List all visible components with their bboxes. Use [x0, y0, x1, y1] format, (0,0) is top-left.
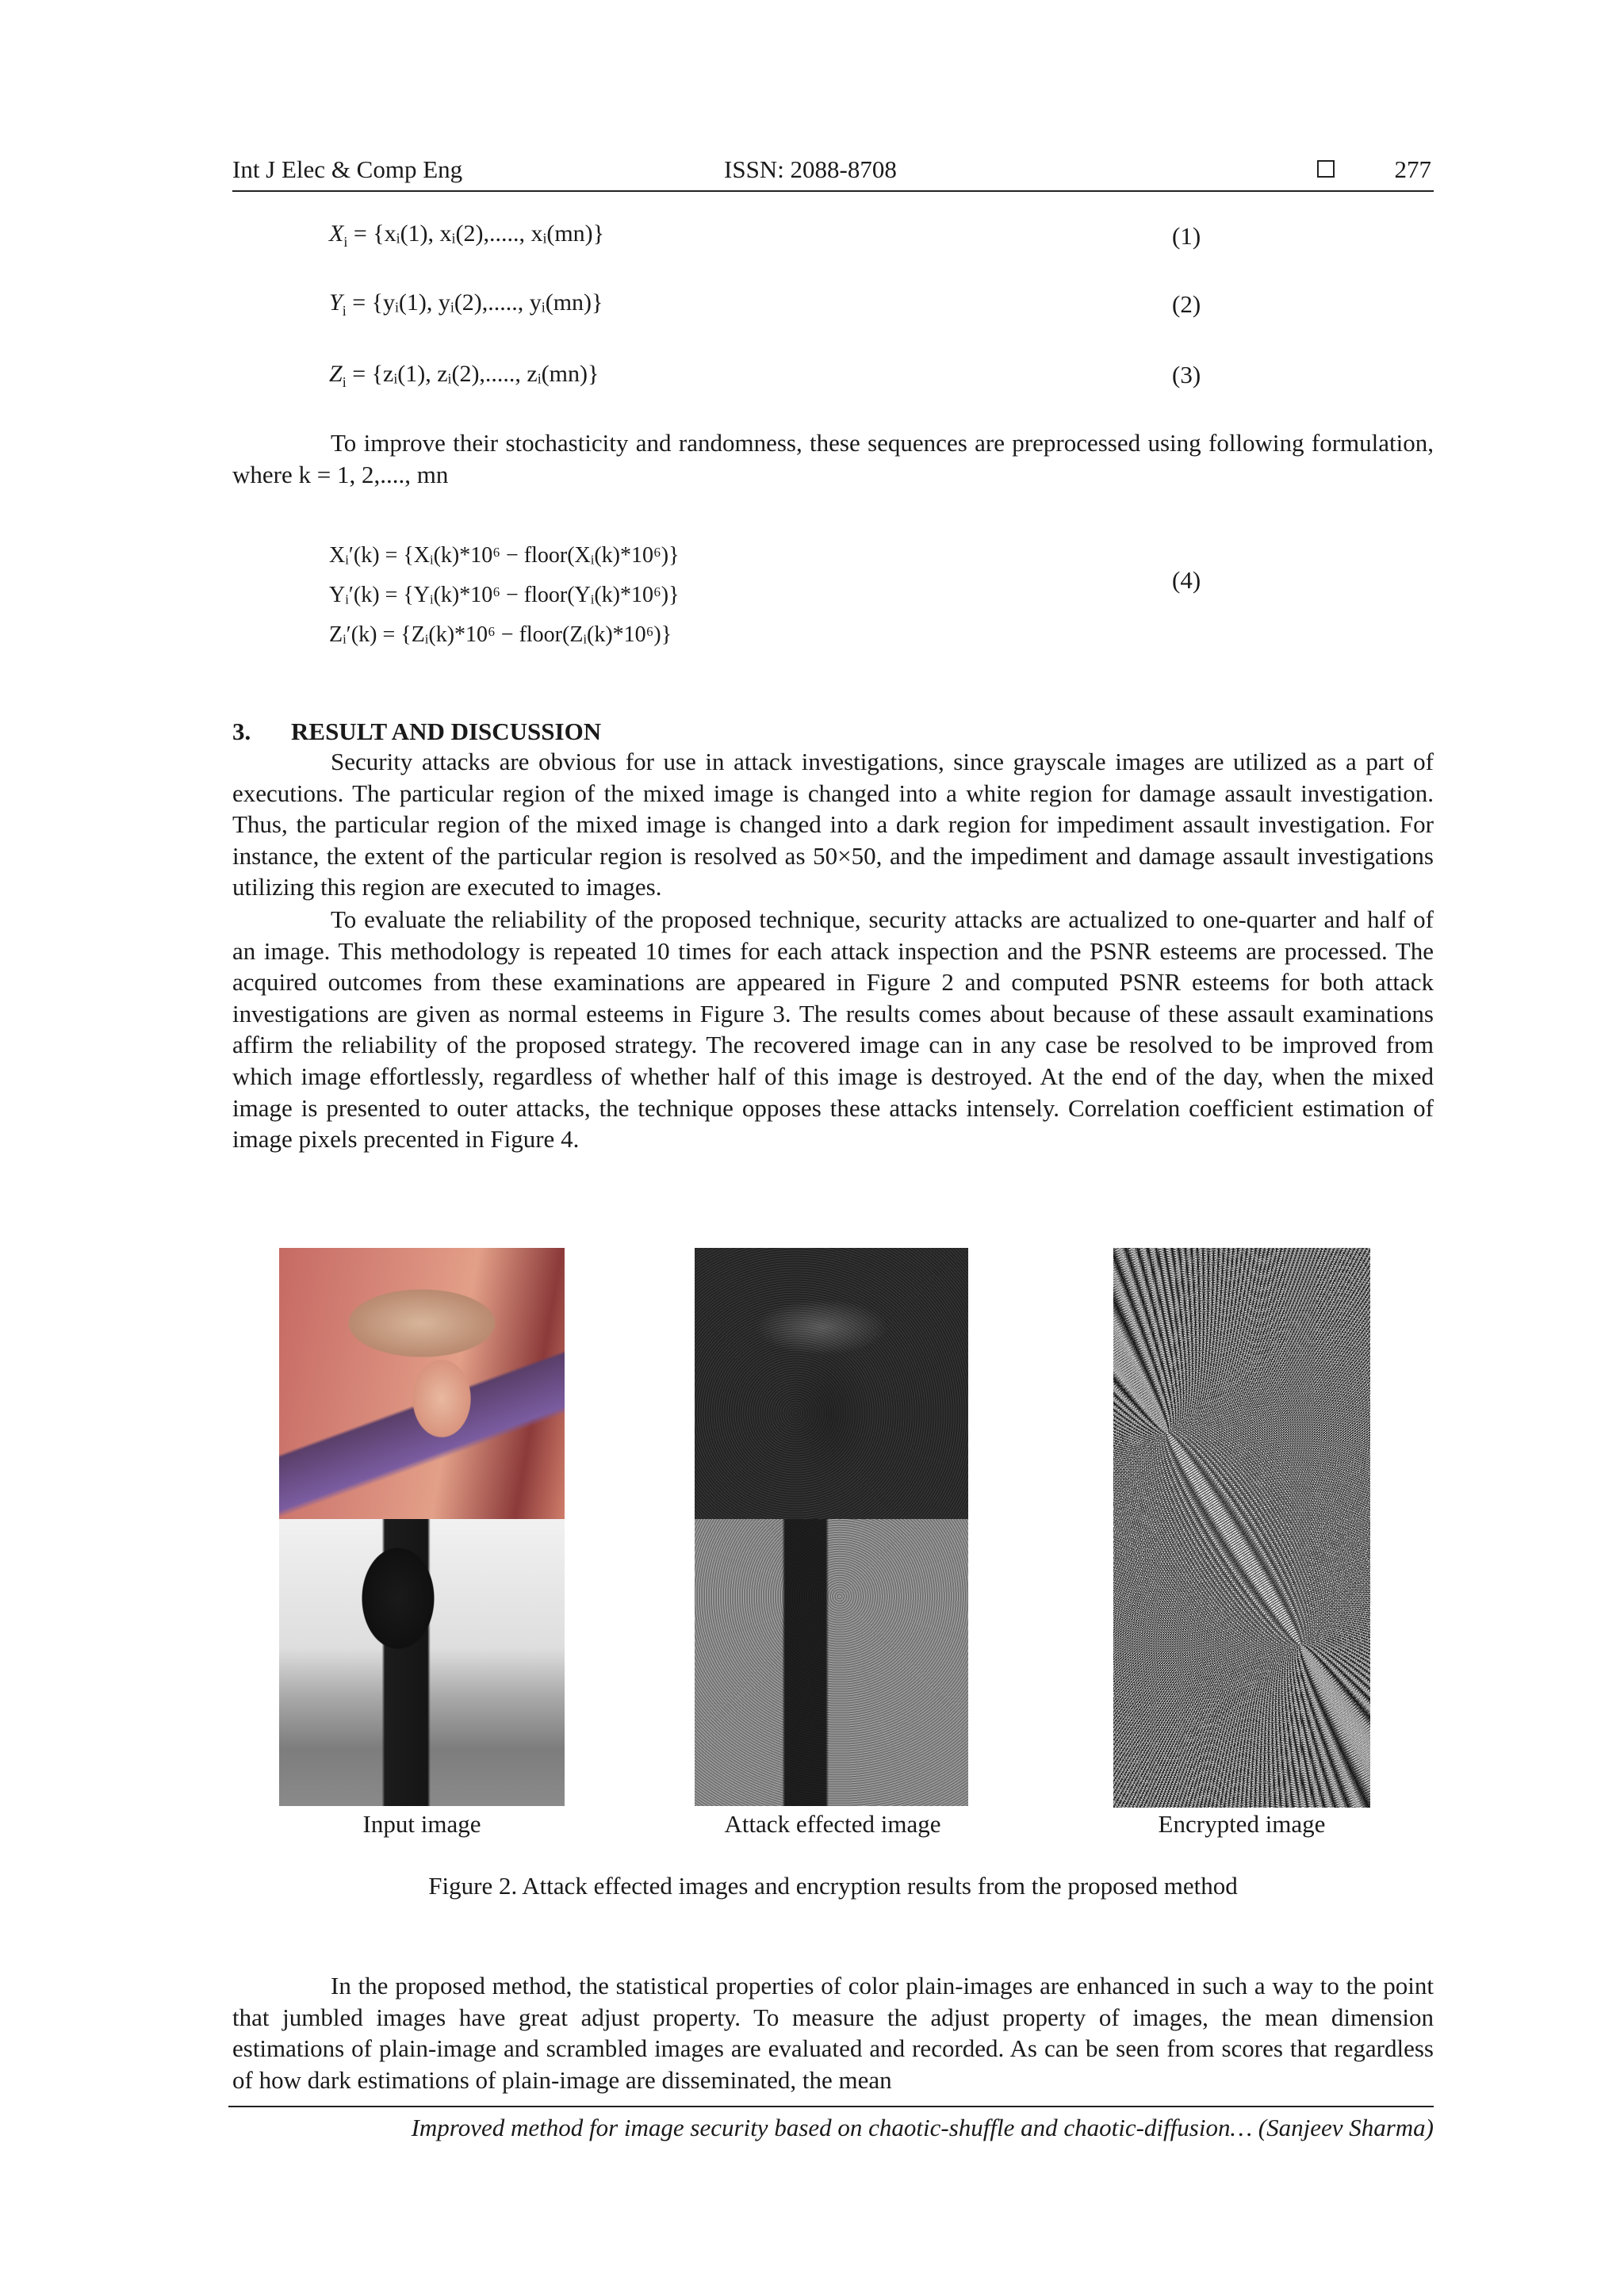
- figure-caption: Figure 2. Attack effected images and encryption results from the proposed method: [428, 1872, 1238, 1900]
- equation-3-number: (3): [1172, 361, 1201, 388]
- paragraph-2: To evaluate the reliability of the proposed technique, security attacks are actualized to one-quarter and half of an image. This methodology is repeated 10 times for each attack inspection and the PSNR esteems are processed. The acquired outcomes from these examinations are appeared in Figure 2 and computed PSNR esteems for both attack investigations are given as normal esteems in Figure 3. The results comes about because of these assault examinations affirm the reliability of the proposed strategy. The recovered image can in any case be resolved to be improved from which image effortlessly, regardless of whether half of this image is destroyed. At the end of the day, when the mixed image is presented to outer attacks, the technique opposes these attacks intensely. Correlation coefficient estimation of image pixels precented in Figure 4.: [232, 905, 1434, 1154]
- attack-effected-image-top: [695, 1248, 968, 1519]
- caption-input-image: Input image: [362, 1810, 481, 1838]
- intro-paragraph: To improve their stochasticity and randomness, these sequences are preprocessed using following formulation, where k = 1, 2,...., mn: [232, 429, 1434, 488]
- caption-attack-effected-image: Attack effected image: [724, 1810, 941, 1838]
- equation-2-number: (2): [1172, 290, 1201, 318]
- equation-4-line-z: Zᵢ′(k) = {Zᵢ(k)*10⁶ − floor(Zᵢ(k)*10⁶)}: [329, 622, 672, 647]
- square-bullet-icon: [1317, 160, 1335, 178]
- equation-4-line-x: Xᵢ′(k) = {Xᵢ(k)*10⁶ − floor(Xᵢ(k)*10⁶)}: [329, 543, 680, 568]
- equation-4: [329, 536, 680, 655]
- paragraph-1: Security attacks are obvious for use in attack investigations, since grayscale images are utilized as a part of executions. The particular region of the mixed image is changed into a white region for damage assault investigation. Thus, the particular region of the mixed image is changed into a dark region for impediment assault investigation. For instance, the extent of the particular region is resolved as 50×50, and the impediment and damage assault investigations utilizing this region are executed to images.: [232, 748, 1434, 901]
- paragraph-3: In the proposed method, the statistical properties of color plain-images are enhanced in such a way to the point that jumbled images have great adjust property. To measure the adjust property of images, the mean dimension estimations of plain-image and scrambled images are evaluated and recorded. As can be seen from scores that regardless of how dark estimations of plain-image are disseminated, the mean: [232, 1972, 1434, 2094]
- page-number: 277: [1394, 155, 1431, 183]
- equation-3: $Z_i$ = {zᵢ(1), zᵢ(2),....., zᵢ(mn)}: [329, 361, 599, 390]
- equation-2: $Y_i$ = {yᵢ(1), yᵢ(2),....., yᵢ(mn)}: [329, 289, 603, 319]
- section-number: 3.: [232, 718, 251, 745]
- equation-4-line-y: Yᵢ′(k) = {Yᵢ(k)*10⁶ − floor(Yᵢ(k)*10⁶)}: [329, 583, 680, 607]
- input-image-cameraman: [279, 1519, 565, 1806]
- input-image-lena: [279, 1248, 565, 1519]
- issn: ISSN: 2088-8708: [724, 155, 897, 183]
- journal-name: Int J Elec & Comp Eng: [232, 155, 463, 183]
- equation-1-number: (1): [1172, 222, 1201, 250]
- running-footer: Improved method for image security based on chaotic-shuffle and chaotic-diffusion… (Sanjeev Sharma): [411, 2114, 1434, 2141]
- section-title: RESULT AND DISCUSSION: [291, 718, 602, 745]
- attack-effected-image-bottom: [695, 1519, 968, 1806]
- encrypted-image: [1113, 1248, 1370, 1808]
- running-header: [232, 152, 1434, 192]
- caption-encrypted-image: Encrypted image: [1158, 1810, 1326, 1838]
- equation-1: $X_i$ = {xᵢ(1), xᵢ(2),....., xᵢ(mn)}: [329, 220, 605, 250]
- section-heading: [232, 718, 601, 746]
- equation-4-number: (4): [1172, 566, 1201, 594]
- footer-rule: [228, 2106, 1434, 2107]
